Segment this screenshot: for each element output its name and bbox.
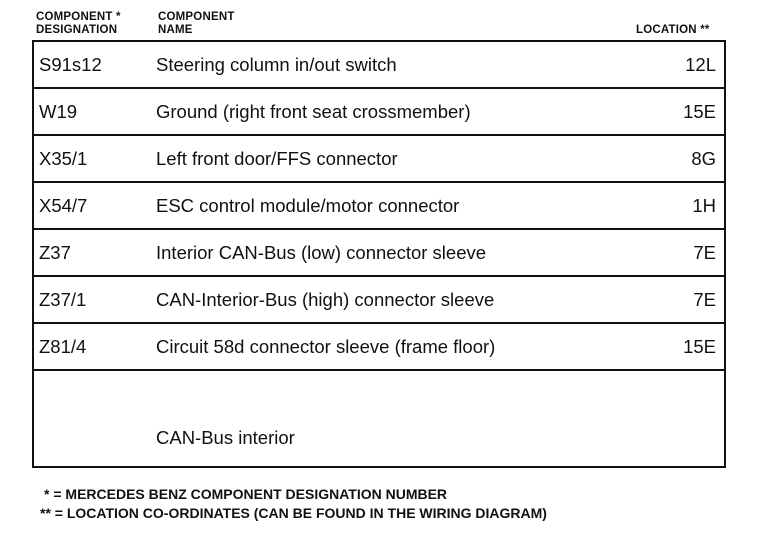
row-location: 1H xyxy=(692,195,716,216)
header-name xyxy=(158,11,235,37)
row-name: Left front door/FFS connector xyxy=(156,148,398,169)
row-designation: X54/7 xyxy=(39,195,88,216)
footnote-designation: * = MERCEDES BENZ COMPONENT DESIGNATION NUMBER xyxy=(44,486,448,502)
row-location: 7E xyxy=(693,289,716,310)
row-location: 12L xyxy=(685,54,716,75)
row-location: 15E xyxy=(683,336,716,357)
table-row-last xyxy=(34,373,724,466)
row-name: ESC control module/motor connector xyxy=(156,195,460,216)
row-name: Interior CAN-Bus (low) connector sleeve xyxy=(156,242,487,263)
header-designation xyxy=(36,11,121,37)
row-designation: Z37 xyxy=(39,242,71,263)
row-name: CAN-Interior-Bus (high) connector sleeve xyxy=(156,289,495,310)
table-row xyxy=(34,324,724,371)
row-designation: Z81/4 xyxy=(39,336,87,357)
table-row xyxy=(34,183,724,230)
header-name-line1: COMPONENT xyxy=(158,11,235,23)
row-name: Steering column in/out switch xyxy=(156,54,397,75)
row-designation: S91s12 xyxy=(39,54,102,75)
row-location: 8G xyxy=(691,148,716,169)
table-row xyxy=(34,42,724,89)
header-designation-line2: DESIGNATION xyxy=(36,24,118,36)
table-row xyxy=(34,230,724,277)
row-designation: Z37/1 xyxy=(39,289,87,310)
row-designation: X35/1 xyxy=(39,148,88,169)
footnote-location: ** = LOCATION CO-ORDINATES (CAN BE FOUND IN THE WIRING DIAGRAM) xyxy=(40,505,547,521)
row-name: Ground (right front seat crossmember) xyxy=(156,101,471,122)
header-name-line2: NAME xyxy=(158,24,193,36)
table-row xyxy=(34,136,724,183)
table-row xyxy=(34,89,724,136)
row-designation: W19 xyxy=(39,101,78,122)
row-name-can-bus-interior: CAN-Bus interior xyxy=(156,427,295,448)
row-location: 7E xyxy=(693,242,716,263)
header-location: LOCATION ** xyxy=(636,24,710,36)
row-name: Circuit 58d connector sleeve (frame floor) xyxy=(156,336,496,357)
table-row xyxy=(34,277,724,324)
row-location: 15E xyxy=(683,101,716,122)
header-designation-line1: COMPONENT * xyxy=(36,11,121,23)
component-table xyxy=(32,40,726,468)
